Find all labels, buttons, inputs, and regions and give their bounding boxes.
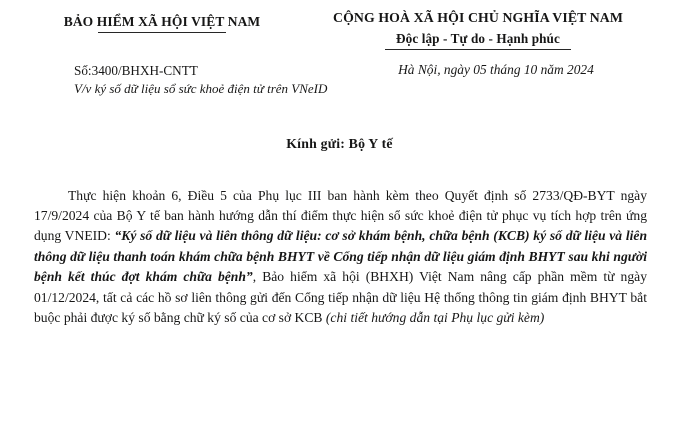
document-subject: V/v ký số dữ liệu sổ sức khoẻ điện tử trên VNeID — [74, 81, 328, 97]
national-motto: Độc lập - Tự do - Hạnh phúc — [396, 31, 560, 46]
document-body — [26, 186, 653, 329]
motto-underline — [385, 49, 571, 50]
document-number-block — [26, 62, 343, 98]
body-segment-1: Thực hiện khoản 6, Điều 5 của Phụ lục III ban hành kèm theo Quyết định số 2733/QĐ-BYT ngày 17/9/2024 của Bộ Y tế ban hành hướng dẫn thí điểm thực hiện sổ sức khoẻ điện tử phục vụ tích hợp trên ứng dụng VNEID: — [34, 187, 647, 244]
issuing-organization-block — [26, 10, 298, 33]
body-paragraph — [34, 186, 647, 329]
recipient-line: Kính gửi: Bộ Y tế — [286, 135, 393, 151]
organization-underline — [98, 32, 226, 33]
place-and-date: Hà Nội, ngày 05 tháng 10 năm 2024 — [398, 62, 594, 77]
document-number-suffix: /BHXH-CNTT — [117, 63, 198, 78]
document-meta-row — [26, 62, 653, 98]
issuing-organization: BẢO HIỂM XÃ HỘI VIỆT NAM — [63, 14, 261, 29]
national-heading-block — [303, 10, 653, 50]
document-number-value: 3400 — [91, 63, 118, 78]
body-segment-quote: “Ký số dữ liệu và liên thông dữ liệu: cơ sở khám bệnh, chữa bệnh (KCB) ký số dữ liệu và liên thông dữ liệu thanh toán khám chữa bệnh BHYT về Cổng tiếp nhận dữ liệu giám định BHYT sau khi người bệnh kết thúc đợt khám chữa bệnh” — [34, 228, 647, 285]
body-segment-note: (chi tiết hướng dẫn tại Phụ lục gửi kèm) — [325, 309, 545, 325]
document-number — [74, 62, 343, 80]
document-header — [26, 10, 653, 50]
national-name: CỘNG HOÀ XÃ HỘI CHỦ NGHĨA VIỆT NAM — [333, 10, 623, 25]
body-segment-3: , Bảo hiểm xã hội (BHXH) Việt Nam nâng cấp phần mềm từ ngày 01/12/2024, tất cả các hồ sơ liên thông gửi đến Cổng tiếp nhận dữ liệu Hệ thống thông tin giám định BHYT bắt buộc phải được ký số bằng chữ ký số của cơ sở KCB — [34, 269, 647, 325]
document-number-label: Số: — [74, 63, 92, 78]
